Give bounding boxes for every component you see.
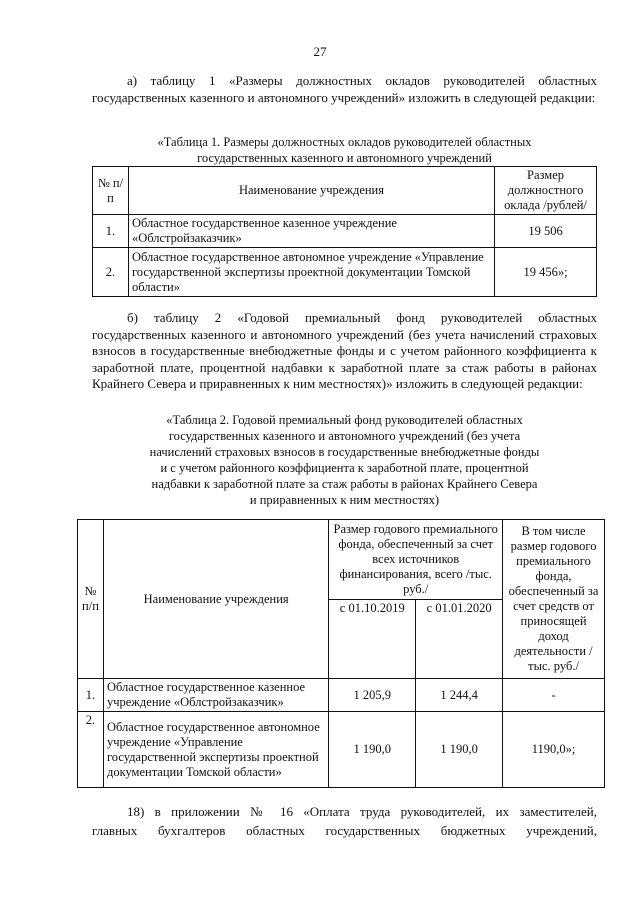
- table2-row1-v2: 1 244,4: [416, 679, 503, 712]
- paragraph-a-text: а) таблицу 1 «Размеры должностных окладов руководителей областных государственных казенного и автономного учреждений» изложить в следующей редакции:: [92, 73, 597, 105]
- table2-row1-name: Областное государственное казенное учреждение «Облстройзаказчик»: [103, 679, 328, 712]
- table2-header-date1: с 01.10.2019: [329, 600, 416, 679]
- table1-row2-name: Областное государственное автономное учреждение «Управление государственной экспертизы проектной документации Томской области»: [128, 248, 494, 297]
- table2-row1-v3: -: [503, 679, 605, 712]
- table1-header-name: Наименование учреждения: [128, 167, 494, 215]
- table2-header-num: № п/п: [78, 520, 104, 679]
- table2-row1-num: 1.: [78, 679, 104, 712]
- table2-row2-v2: 1 190,0: [416, 712, 503, 788]
- table-row: [78, 712, 605, 788]
- paragraph-b-text: б) таблицу 2 «Годовой премиальный фонд руководителей областных государственных казенного и автономного учреждений (без учета начислений страховых взносов в государственные внебюджетные фонды и с учетом районного коэффициента к заработной плате, процентной надбавки к заработной плате за стаж работы в районах Крайнего Севера и приравненных к ним местностях)» изложить в следующей редакции:: [92, 310, 597, 391]
- table2-caption-line2: государственных казенного и автономного учреждений (без учета: [168, 429, 521, 443]
- table2-row2-v3: 1190,0»;: [503, 712, 605, 788]
- table2: [77, 519, 605, 788]
- table2-caption-line6: и приравненных к ним местностях): [249, 493, 440, 507]
- table2-row2-v1: 1 190,0: [329, 712, 416, 788]
- table1-row1-num: 1.: [93, 215, 129, 248]
- table2-caption: [92, 412, 597, 508]
- table-row: [78, 679, 605, 712]
- paragraph-18-line2: главных бухгалтеров областных государственных бюджетных учреждений,: [92, 823, 597, 838]
- table2-caption-line3: начислений страховых взносов в государственные внебюджетные фонды: [149, 445, 540, 459]
- paragraph-18: [92, 802, 597, 840]
- table1-header-salary: Размер должностного оклада /рублей/: [495, 167, 597, 215]
- paragraph-b: [92, 310, 597, 393]
- table1-caption: [92, 134, 597, 166]
- table1-header-num: № п/п: [93, 167, 129, 215]
- table2-caption-line5: надбавки к заработной плате за стаж работы в районах Крайнего Севера: [151, 477, 538, 491]
- table2-caption-line4: и с учетом районного коэффициента к заработной плате, процентной: [160, 461, 529, 475]
- table-row: [93, 215, 597, 248]
- paragraph-a: [92, 73, 597, 106]
- page-number: 27: [313, 44, 327, 59]
- table2-row2-name: Областное государственное автономное учреждение «Управление государственной экспертизы проектной документации Томской области»: [103, 712, 328, 788]
- table1-row1-value: 19 506: [495, 215, 597, 248]
- table2-row2-num: 2.: [78, 712, 104, 788]
- table1-row2-num: 2.: [93, 248, 129, 297]
- table2-header-income: В том числе размер годового премиального фонда, обеспеченный за счет средств от приносящей доход деятельности /тыс. руб./: [503, 520, 605, 679]
- table2-header-name: Наименование учреждения: [103, 520, 328, 679]
- table2-header-date2: с 01.01.2020: [416, 600, 503, 679]
- table2-header-row: [78, 520, 605, 600]
- table1: [92, 166, 597, 297]
- table-row: [93, 248, 597, 297]
- table1-row1-name: Областное государственное казенное учреждение «Облстройзаказчик»: [128, 215, 494, 248]
- table2-caption-line1: «Таблица 2. Годовой премиальный фонд руководителей областных: [166, 413, 523, 427]
- table1-row2-value: 19 456»;: [495, 248, 597, 297]
- table1-header-row: [93, 167, 597, 215]
- paragraph-18-line1: 18) в приложении № 16 «Оплата труда руководителей, их заместителей,: [127, 804, 597, 819]
- table2-row1-v1: 1 205,9: [329, 679, 416, 712]
- table1-caption-line2: государственных казенного и автономного учреждений: [197, 151, 492, 165]
- table2-header-fund: Размер годового премиального фонда, обеспеченный за счет всех источников финансирования, всего /тыс. руб./: [329, 520, 503, 600]
- table1-caption-line1: «Таблица 1. Размеры должностных окладов руководителей областных: [157, 135, 532, 149]
